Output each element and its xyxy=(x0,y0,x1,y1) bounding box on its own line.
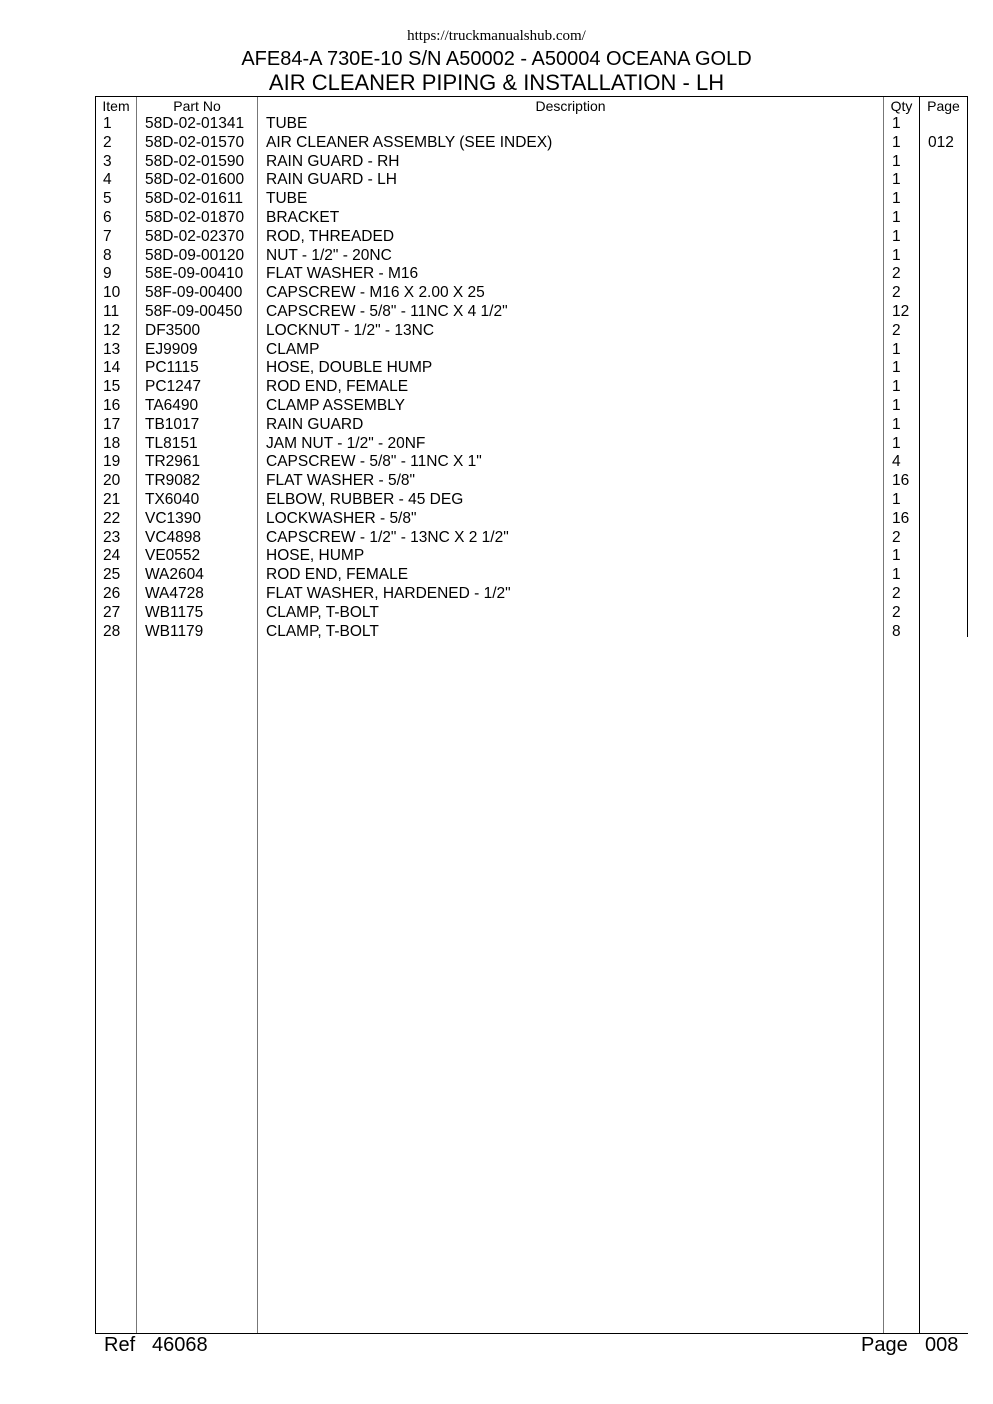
parts-table xyxy=(95,96,968,1334)
table-row xyxy=(96,397,968,416)
table-row xyxy=(96,453,968,472)
table-row xyxy=(96,341,968,360)
part-quantity: 1 xyxy=(892,378,901,396)
part-number: VE0552 xyxy=(145,547,201,565)
part-number: WB1179 xyxy=(145,622,204,640)
part-number: 58E-09-00410 xyxy=(145,265,244,283)
table-row xyxy=(96,491,968,510)
part-number: 58D-02-01600 xyxy=(145,171,245,189)
part-quantity: 1 xyxy=(892,246,901,264)
item-number: 25 xyxy=(103,566,121,584)
source-url[interactable]: https://truckmanualshub.com/ xyxy=(407,28,586,44)
part-description: ELBOW, RUBBER - 45 DEG xyxy=(266,490,464,508)
part-description: TUBE xyxy=(266,190,308,208)
part-number: 58D-09-00120 xyxy=(145,246,245,264)
part-quantity: 16 xyxy=(892,472,910,490)
item-number: 9 xyxy=(103,265,112,283)
part-quantity: 12 xyxy=(892,302,910,320)
part-description: CAPSCREW - 5/8" - 11NC X 1" xyxy=(266,453,482,471)
table-row xyxy=(96,510,968,529)
part-quantity: 1 xyxy=(892,190,901,208)
part-number: WA2604 xyxy=(145,566,204,584)
part-description: CLAMP, T-BOLT xyxy=(266,622,379,640)
part-number: TL8151 xyxy=(145,434,198,452)
part-description: FLAT WASHER, HARDENED - 1/2" xyxy=(266,584,511,602)
item-number: 21 xyxy=(103,490,121,508)
part-description: TUBE xyxy=(266,115,308,132)
item-number: 18 xyxy=(103,434,121,452)
column-header-description: Description xyxy=(535,98,606,114)
table-row xyxy=(96,190,968,209)
part-description: JAM NUT - 1/2" - 20NF xyxy=(266,434,426,452)
table-row xyxy=(96,623,968,642)
part-description: AIR CLEANER ASSEMBLY (SEE INDEX) xyxy=(266,133,553,151)
item-number: 4 xyxy=(103,171,112,189)
item-number: 3 xyxy=(103,152,112,170)
part-number: VC1390 xyxy=(145,509,202,527)
part-number: DF3500 xyxy=(145,321,201,339)
item-number: 22 xyxy=(103,509,121,527)
part-description: CAPSCREW - 1/2" - 13NC X 2 1/2" xyxy=(266,528,509,546)
table-row xyxy=(96,378,968,397)
item-number: 17 xyxy=(103,415,121,433)
part-number: TR2961 xyxy=(145,453,201,471)
item-number: 26 xyxy=(103,584,121,602)
item-number: 15 xyxy=(103,378,121,396)
part-description: HOSE, HUMP xyxy=(266,547,365,565)
part-quantity: 1 xyxy=(892,359,901,377)
item-number: 7 xyxy=(103,227,112,245)
item-number: 20 xyxy=(103,472,121,490)
part-quantity: 2 xyxy=(892,584,901,602)
part-quantity: 2 xyxy=(892,603,901,621)
part-description: CLAMP ASSEMBLY xyxy=(266,396,405,414)
part-description: HOSE, DOUBLE HUMP xyxy=(266,359,433,377)
table-row xyxy=(96,322,968,341)
item-number: 24 xyxy=(103,547,121,565)
table-row xyxy=(96,585,968,604)
section-title: AIR CLEANER PIPING & INSTALLATION - LH xyxy=(268,70,725,95)
part-description: ROD, THREADED xyxy=(266,227,395,245)
part-number: 58F-09-00400 xyxy=(145,284,243,302)
item-number: 23 xyxy=(103,528,121,546)
table-row xyxy=(96,153,968,172)
part-quantity: 16 xyxy=(892,509,910,527)
part-quantity: 1 xyxy=(892,396,901,414)
part-number: TA6490 xyxy=(145,396,199,414)
page-reference: 012 xyxy=(928,133,954,151)
item-number: 19 xyxy=(103,453,121,471)
part-description: CLAMP xyxy=(266,340,320,358)
part-quantity: 1 xyxy=(892,152,901,170)
table-row xyxy=(96,529,968,548)
part-description: CLAMP, T-BOLT xyxy=(266,603,379,621)
ref-label: Ref xyxy=(104,1334,136,1356)
part-description: CAPSCREW - 5/8" - 11NC X 4 1/2" xyxy=(266,302,508,320)
table-row xyxy=(96,435,968,454)
part-quantity: 8 xyxy=(892,622,901,640)
part-number: 58D-02-01341 xyxy=(145,115,245,132)
part-number: EJ9909 xyxy=(145,340,198,358)
item-number: 11 xyxy=(103,302,120,320)
part-description: ROD END, FEMALE xyxy=(266,566,409,584)
part-quantity: 1 xyxy=(892,490,901,508)
table-row xyxy=(96,303,968,322)
part-quantity: 1 xyxy=(892,208,901,226)
part-quantity: 1 xyxy=(892,115,901,132)
document-title: AFE84-A 730E-10 S/N A50002 - A50004 OCEANA GOLD xyxy=(241,48,752,70)
item-number: 16 xyxy=(103,396,121,414)
table-body xyxy=(96,115,968,641)
table-row xyxy=(96,284,968,303)
part-number: VC4898 xyxy=(145,528,202,546)
table-row xyxy=(96,566,968,585)
part-number: WB1175 xyxy=(145,603,204,621)
part-description: FLAT WASHER - M16 xyxy=(266,265,419,283)
part-quantity: 1 xyxy=(892,227,901,245)
part-quantity: 1 xyxy=(892,171,901,189)
item-number: 27 xyxy=(103,603,121,621)
item-number: 28 xyxy=(103,622,121,640)
ref-number: 46068 xyxy=(152,1334,208,1356)
table-row xyxy=(96,547,968,566)
part-number: TB1017 xyxy=(145,415,200,433)
item-number: 12 xyxy=(103,321,121,339)
item-number: 8 xyxy=(103,246,112,264)
table-row xyxy=(96,228,968,247)
part-number: 58D-02-01590 xyxy=(145,152,245,170)
part-description: BRACKET xyxy=(266,208,340,226)
item-number: 6 xyxy=(103,208,112,226)
page-number: 008 xyxy=(925,1334,959,1356)
table-row xyxy=(96,115,968,134)
part-description: RAIN GUARD xyxy=(266,415,364,433)
part-number: PC1247 xyxy=(145,378,202,396)
part-number: 58F-09-00450 xyxy=(145,302,243,320)
item-number: 14 xyxy=(103,359,121,377)
part-number: 58D-02-01611 xyxy=(145,190,243,208)
item-number: 2 xyxy=(103,133,112,151)
column-header-part-no: Part No xyxy=(173,98,221,114)
part-quantity: 1 xyxy=(892,547,901,565)
part-description: ROD END, FEMALE xyxy=(266,378,409,396)
table-row xyxy=(96,416,968,435)
part-quantity: 2 xyxy=(892,528,901,546)
table-row xyxy=(96,134,968,153)
part-quantity: 2 xyxy=(892,265,901,283)
part-quantity: 4 xyxy=(892,453,901,471)
part-description: LOCKNUT - 1/2" - 13NC xyxy=(266,321,435,339)
part-quantity: 2 xyxy=(892,284,901,302)
table-row xyxy=(96,359,968,378)
part-description: FLAT WASHER - 5/8" xyxy=(266,472,416,490)
part-quantity: 1 xyxy=(892,340,901,358)
part-description: LOCKWASHER - 5/8" xyxy=(266,509,417,527)
table-row xyxy=(96,247,968,266)
table-row xyxy=(96,171,968,190)
item-number: 5 xyxy=(103,190,112,208)
part-quantity: 1 xyxy=(892,566,901,584)
part-quantity: 1 xyxy=(892,133,901,151)
table-row xyxy=(96,265,968,284)
column-header-page: Page xyxy=(927,98,960,114)
part-number: WA4728 xyxy=(145,584,204,602)
table-row xyxy=(96,209,968,228)
part-number: 58D-02-01870 xyxy=(145,208,245,226)
table-row xyxy=(96,472,968,491)
item-number: 13 xyxy=(103,340,121,358)
part-quantity: 1 xyxy=(892,415,901,433)
part-number: 58D-02-02370 xyxy=(145,227,245,245)
part-quantity: 1 xyxy=(892,434,901,452)
column-header-qty: Qty xyxy=(890,98,913,114)
page-label: Page xyxy=(861,1334,908,1356)
part-number: TR9082 xyxy=(145,472,201,490)
item-number: 10 xyxy=(103,284,121,302)
part-description: RAIN GUARD - RH xyxy=(266,152,400,170)
item-number: 1 xyxy=(103,115,112,132)
part-number: 58D-02-01570 xyxy=(145,133,245,151)
column-header-item: Item xyxy=(102,98,130,114)
part-description: CAPSCREW - M16 X 2.00 X 25 xyxy=(266,284,485,302)
part-number: TX6040 xyxy=(145,490,200,508)
part-description: NUT - 1/2" - 20NC xyxy=(266,246,392,264)
table-row xyxy=(96,604,968,623)
part-description: RAIN GUARD - LH xyxy=(266,171,397,189)
part-quantity: 2 xyxy=(892,321,901,339)
part-number: PC1115 xyxy=(145,359,199,377)
